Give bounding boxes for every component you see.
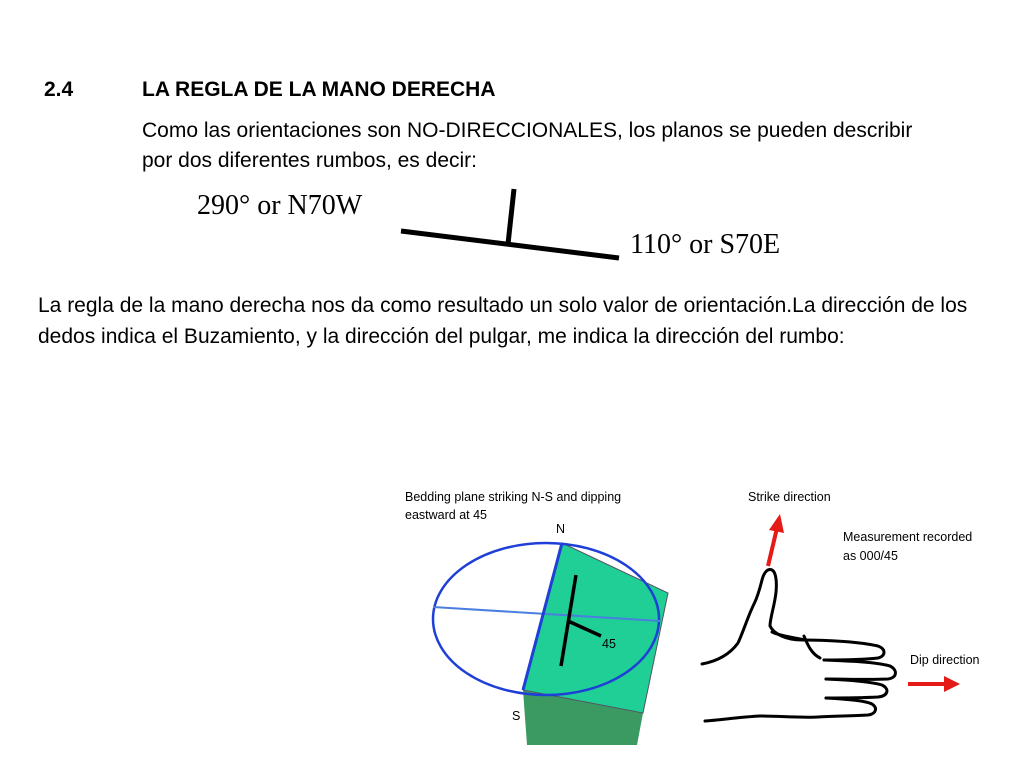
strike-label-290: 290° or N70W (197, 190, 363, 221)
dip-arrow-head (944, 676, 960, 692)
south-label: S (512, 709, 521, 723)
dip-tick (508, 189, 514, 244)
intro-paragraph: Como las orientaciones son NO-DIRECCIONALES, los planos se pueden describir por dos diferentes rumbos, es decir: (142, 119, 913, 172)
strike-label-110: 110° or S70E (630, 229, 781, 260)
bedding-caption-line2: eastward at 45 (405, 508, 487, 522)
strike-arrow-head (769, 514, 784, 533)
right-hand-diagram (700, 508, 973, 730)
strike-line-diagram (395, 185, 625, 265)
section-title: LA REGLA DE LA MANO DERECHA (142, 78, 496, 101)
strike-direction-label: Strike direction (748, 490, 831, 504)
right-hand-rule-paragraph: La regla de la mano derecha nos da como resultado un solo valor de orientación.La dirección de los dedos indica el Buzamiento, y la dirección del pulgar, me indica la dirección del rumbo: (38, 294, 968, 348)
section-number: 2.4 (44, 78, 74, 101)
north-label: N (556, 522, 566, 536)
hand-outline (702, 569, 895, 721)
measurement-line1: Measurement recorded (843, 530, 973, 544)
dip-angle-label: 45 (602, 637, 616, 651)
dip-direction-label: Dip direction (910, 653, 980, 667)
bedding-caption-line1: Bedding plane striking N-S and dipping (405, 490, 622, 504)
strike-arrow-shaft (768, 528, 777, 566)
bedding-plane-diagram (425, 535, 675, 747)
measurement-line2: as 000/45 (843, 549, 898, 563)
